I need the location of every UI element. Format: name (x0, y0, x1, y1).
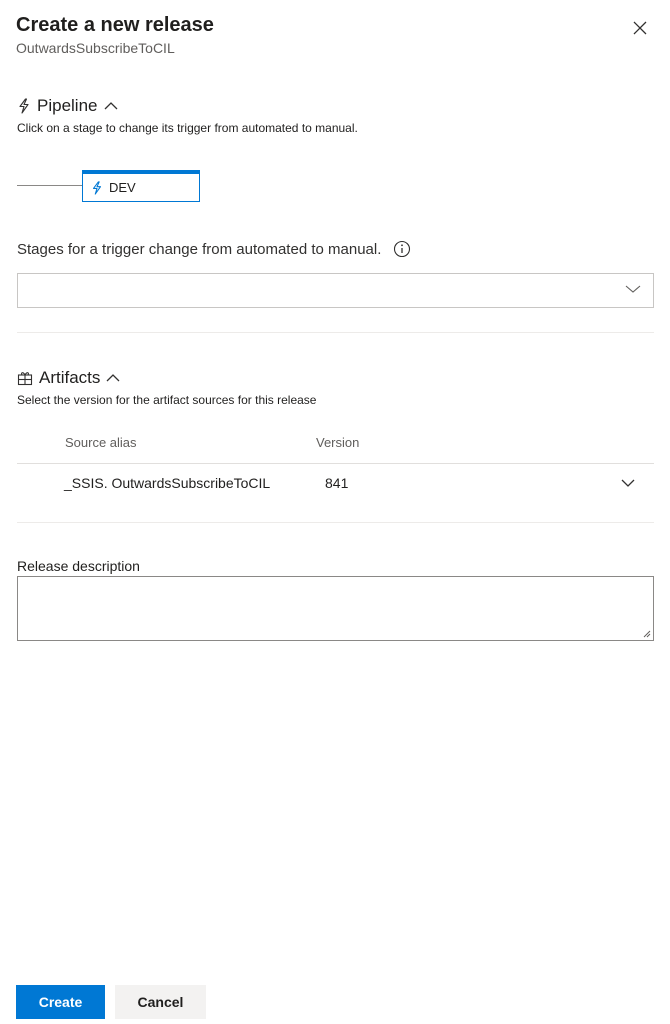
pipeline-section-header[interactable] (17, 96, 118, 116)
chevron-down-icon[interactable] (620, 478, 636, 488)
release-description-input[interactable] (17, 576, 654, 641)
cancel-button[interactable]: Cancel (115, 985, 206, 1019)
panel-header (16, 12, 654, 57)
info-icon[interactable] (393, 240, 411, 258)
version-cell[interactable]: 841 (325, 475, 349, 491)
column-header-version: Version (316, 435, 360, 450)
stage-dev[interactable] (82, 170, 200, 202)
pipeline-description: Click on a stage to change its trigger from automated to manual. (17, 121, 358, 135)
page-title: Create a new release (16, 14, 214, 36)
resize-grip-icon[interactable] (643, 630, 651, 638)
stage-connector (17, 185, 83, 186)
stage-label: DEV (109, 180, 136, 195)
pipeline-name: OutwardsSubscribeToCIL (16, 40, 175, 56)
lightning-icon (17, 98, 31, 114)
chevron-up-icon[interactable] (104, 101, 118, 111)
artifacts-description: Select the version for the artifact sources for this release (17, 393, 317, 407)
package-icon (17, 370, 33, 386)
chevron-up-icon[interactable] (106, 373, 120, 383)
section-divider (17, 332, 654, 333)
trigger-label (17, 240, 411, 258)
chevron-down-icon (625, 284, 641, 294)
trigger-label-text: Stages for a trigger change from automated to manual. (17, 240, 382, 258)
column-header-source-alias: Source alias (65, 435, 137, 450)
create-button[interactable]: Create (16, 985, 105, 1019)
close-icon[interactable] (630, 18, 650, 38)
pipeline-title: Pipeline (37, 96, 98, 115)
table-header-divider (17, 463, 654, 464)
section-divider (17, 522, 654, 523)
artifacts-section-header[interactable] (17, 368, 120, 388)
trigger-stages-dropdown[interactable] (17, 273, 654, 308)
release-description-label: Release description (17, 558, 140, 574)
source-alias-cell: _SSIS. OutwardsSubscribeToCIL (64, 475, 271, 491)
artifacts-title: Artifacts (39, 368, 101, 387)
lightning-icon (90, 181, 104, 195)
